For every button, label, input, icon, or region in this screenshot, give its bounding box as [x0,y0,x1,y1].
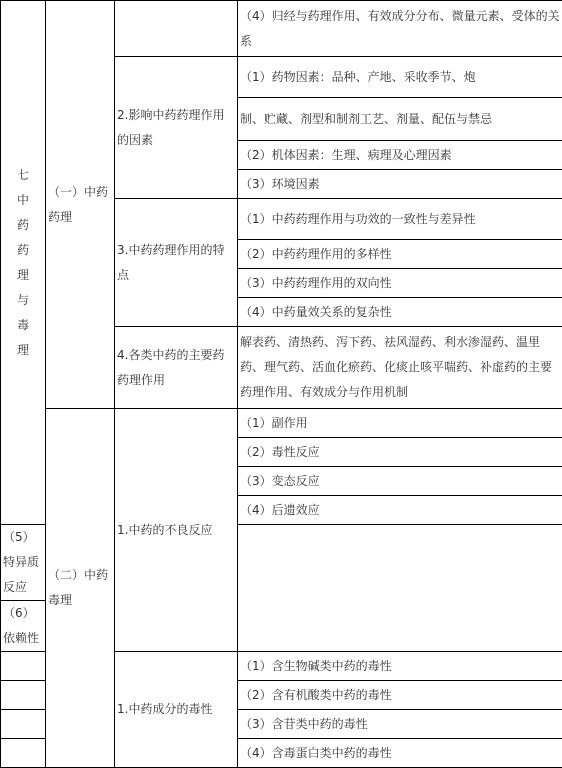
item-cell [238,298,562,327]
item-cell [238,467,562,496]
chapter-char: 药 [1,238,45,263]
chapter-cell [1,1,46,525]
item-cell [238,681,562,710]
item-cell [1,525,46,601]
item-cell [238,739,562,768]
chapter-char: 与 [1,288,45,313]
chapter-cell-cont [1,710,46,739]
chapter-char: 中 [1,188,45,213]
item-text: （1）副作用 [238,411,562,436]
item-text: （1）药物因素：品种、产地、采收季节、炮 [238,65,562,90]
item-text: （1）含生物碱类中药的毒性 [238,654,562,679]
item-text: （4）后遗效应 [238,498,562,523]
item-text: （5）特异质反应 [1,525,45,600]
topic-cell [115,57,238,199]
item-text: （3）中药药理作用的双向性 [238,271,562,296]
item-text: 解表药、清热药、泻下药、祛风湿药、利水渗湿药、温里药、理气药、活血化瘀药、化痰止咳平喘药、补虚药的主要药理作用、有效成分与作用机制 [238,330,562,405]
item-cell [238,141,562,170]
topic-cell [115,652,238,768]
item-text: 制、贮藏、剂型和制剂工艺、剂量、配伍与禁忌 [238,107,562,132]
item-text: （3）环境因素 [238,172,562,197]
item-cell [238,269,562,298]
topic-cell [115,199,238,327]
item-text: （3）变态反应 [238,469,562,494]
item-text: （2）含有机酸类中药的毒性 [238,683,562,708]
item-text: （1）中药药理作用与功效的一致性与差异性 [238,207,562,232]
item-cell [238,98,562,141]
item-cell [238,240,562,269]
item-text: （4）中药量效关系的复杂性 [238,300,562,325]
chapter-cell-cont [1,739,46,768]
item-cell [238,327,562,409]
topic-label: 4.各类中药的主要药药理作用 [115,343,237,393]
item-cell [238,496,562,525]
item-cell [238,199,562,240]
item-cell [238,1,562,57]
item-cell [1,601,46,652]
topic-cell [115,327,238,409]
item-text: （4）归经与药理作用、有效成分分布、微量元素、受体的关系 [238,4,562,54]
chapter-cell-cont [1,681,46,710]
item-cell [238,710,562,739]
item-text: （2）毒性反应 [238,440,562,465]
item-text: （2）机体因素：生理、病理及心理因素 [238,143,562,168]
topic-cell [115,409,238,652]
section-cell [46,409,115,768]
section-label: （一）中药药理 [46,180,114,230]
item-cell [238,57,562,98]
topic-label: 1.中药的不良反应 [115,518,237,543]
section-label: （二）中药毒理 [46,563,114,613]
item-cell [238,409,562,438]
section-cell [46,1,115,409]
item-text: （4）含毒蛋白类中药的毒性 [238,741,562,766]
item-text: （2）中药药理作用的多样性 [238,242,562,267]
topic-cell [115,1,238,57]
item-cell [238,652,562,681]
topic-label: 3.中药药理作用的特点 [115,238,237,288]
chapter-char: 理 [1,263,45,288]
item-cell [238,438,562,467]
topic-label: 1.中药成分的毒性 [115,697,237,722]
item-text: （3）含苷类中药的毒性 [238,712,562,737]
item-cell [238,170,562,199]
topic-label: 2.影响中药药理作用的因素 [115,103,237,153]
chapter-char: 七 [1,163,45,188]
item-text: （6）依赖性 [1,601,45,651]
chapter-cell-cont [1,652,46,681]
chapter-char: 药 [1,213,45,238]
chapter-char: 毒 [1,313,45,338]
chapter-char: 理 [1,338,45,363]
